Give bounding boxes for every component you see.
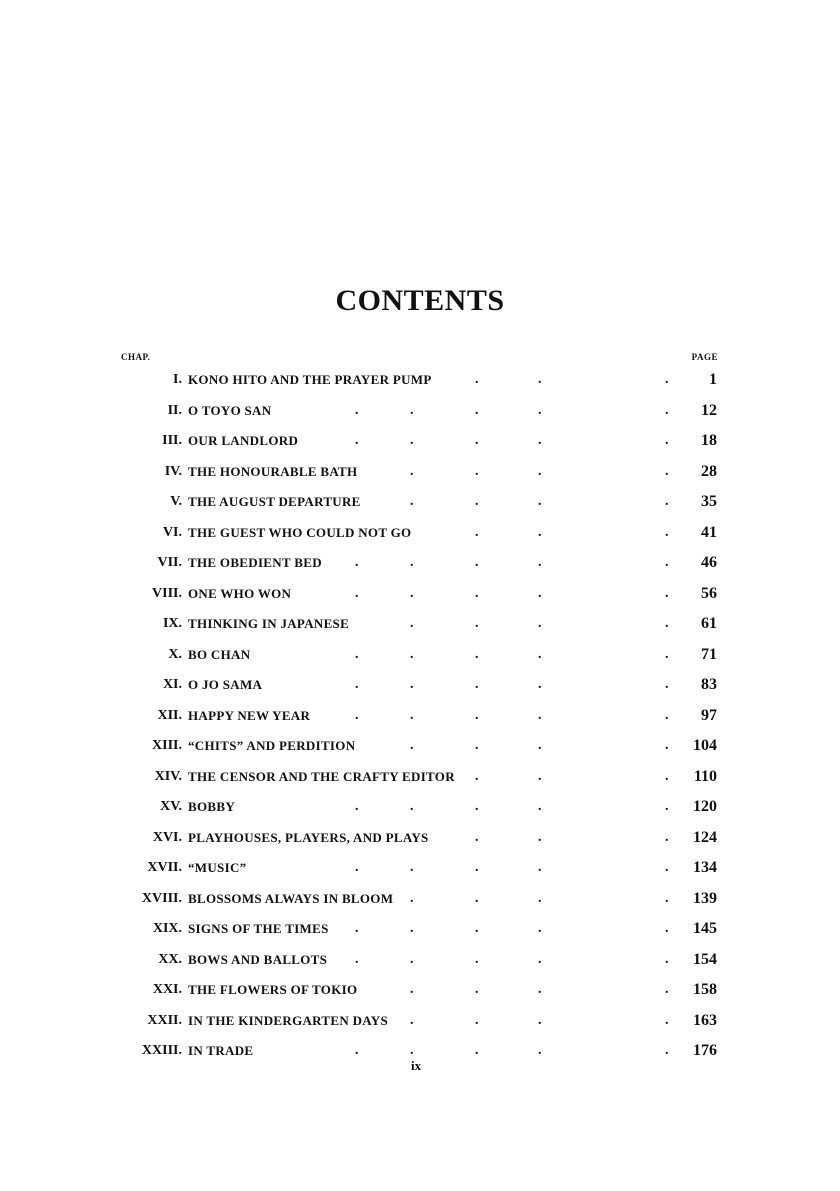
chapter-title: THE HONOURABLE BATH xyxy=(188,463,358,479)
leader-dot: . xyxy=(355,646,359,662)
chapter-number: I. xyxy=(173,372,182,387)
chapter-number: XVII. xyxy=(147,860,182,875)
leader-dot: . xyxy=(475,463,479,479)
leader-dot: . xyxy=(410,402,414,418)
leader-dot: . xyxy=(538,1043,542,1058)
leader-dot: . xyxy=(538,707,542,723)
leader-dot: . xyxy=(355,951,359,967)
leader-dot: . xyxy=(410,799,414,814)
leader-dot: . xyxy=(410,951,414,967)
table-of-contents xyxy=(0,366,840,1068)
leader-dot: . xyxy=(665,982,669,997)
chapter-number: XXII. xyxy=(147,1012,182,1028)
chapter-page-number: 110 xyxy=(693,767,717,785)
leader-dot: . xyxy=(355,707,359,723)
toc-entry xyxy=(0,641,840,672)
chapter-number: XVI. xyxy=(152,829,182,845)
chapter-page-number: 1 xyxy=(709,371,717,388)
leader-dot: . xyxy=(475,494,479,509)
leader-dot: . xyxy=(475,921,479,936)
leader-dot: . xyxy=(475,951,479,967)
chapter-number: XI. xyxy=(162,677,182,692)
leader-dot: . xyxy=(355,921,359,936)
chapter-page-number: 176 xyxy=(693,1042,717,1059)
chapter-page-number: 71 xyxy=(701,645,717,663)
leader-dot: . xyxy=(665,433,669,448)
leader-dot: . xyxy=(665,860,669,875)
leader-dot: . xyxy=(665,524,669,540)
leader-dot: . xyxy=(665,707,669,723)
leader-dot: . xyxy=(475,433,479,448)
leader-dot: . xyxy=(538,372,542,387)
chapter-page-number: 124 xyxy=(693,828,717,846)
leader-dot: . xyxy=(410,860,414,875)
chapter-page-number: 28 xyxy=(701,462,717,480)
chapter-page-number: 46 xyxy=(701,554,717,571)
leader-dot: . xyxy=(538,494,542,509)
leader-dot: . xyxy=(665,402,669,418)
leader-dot: . xyxy=(538,829,542,845)
leader-dot: . xyxy=(538,768,542,784)
leader-dot: . xyxy=(665,768,669,784)
toc-entry xyxy=(0,824,840,855)
chapter-page-number: 18 xyxy=(701,432,717,449)
leader-dot: . xyxy=(538,799,542,814)
chapter-page-number: 163 xyxy=(693,1011,717,1029)
chapter-page-number: 35 xyxy=(701,493,717,510)
leader-dot: . xyxy=(410,463,414,479)
chapter-page-number: 12 xyxy=(701,401,717,419)
leader-dot: . xyxy=(538,982,542,997)
leader-dot: . xyxy=(665,372,669,387)
leader-dot: . xyxy=(355,555,359,570)
chapter-title: THE CENSOR AND THE CRAFTY EDITOR xyxy=(188,768,455,784)
toc-entry xyxy=(0,397,840,428)
chapter-page-number: 56 xyxy=(701,584,717,602)
leader-dot: . xyxy=(355,860,359,875)
leader-dot: . xyxy=(475,585,479,601)
chapter-number: VI. xyxy=(162,524,182,540)
leader-dot: . xyxy=(665,677,669,692)
leader-dot: . xyxy=(475,890,479,906)
toc-entry xyxy=(0,610,840,641)
leader-dot: . xyxy=(410,982,414,997)
chapter-number: IV. xyxy=(164,463,182,479)
chapter-number: X. xyxy=(168,646,182,662)
leader-dot: . xyxy=(538,463,542,479)
leader-dot: . xyxy=(665,463,669,479)
chapter-page-number: 120 xyxy=(693,798,717,815)
page-title: CONTENTS xyxy=(335,284,505,317)
leader-dot: . xyxy=(538,1012,542,1028)
leader-dot: . xyxy=(665,616,669,631)
chapter-title: PLAYHOUSES, PLAYERS, AND PLAYS xyxy=(188,829,429,845)
chapter-number: III. xyxy=(162,433,182,448)
leader-dot: . xyxy=(355,433,359,448)
leader-dot: . xyxy=(538,951,542,967)
chapter-title: IN THE KINDERGARTEN DAYS xyxy=(188,1012,388,1028)
toc-entry xyxy=(0,1007,840,1038)
leader-dot: . xyxy=(538,585,542,601)
leader-dot: . xyxy=(410,707,414,723)
toc-entry xyxy=(0,580,840,611)
chapter-number: VII. xyxy=(157,555,182,570)
leader-dot: . xyxy=(538,677,542,692)
chapter-title: THE FLOWERS OF TOKIO xyxy=(188,982,358,997)
toc-entry xyxy=(0,793,840,824)
toc-entry xyxy=(0,366,840,397)
leader-dot: . xyxy=(665,951,669,967)
leader-dot: . xyxy=(475,768,479,784)
leader-dot: . xyxy=(475,616,479,631)
chapter-title: BOBBY xyxy=(188,799,236,814)
leader-dot: . xyxy=(475,677,479,692)
leader-dot: . xyxy=(665,1012,669,1028)
toc-entry xyxy=(0,458,840,489)
chapter-title: O TOYO SAN xyxy=(188,402,272,418)
leader-dot: . xyxy=(475,524,479,540)
leader-dot: . xyxy=(475,555,479,570)
leader-dot: . xyxy=(538,616,542,631)
leader-dot: . xyxy=(355,799,359,814)
chapter-page-number: 97 xyxy=(701,706,717,724)
leader-dot: . xyxy=(410,585,414,601)
chapter-number: VIII. xyxy=(152,585,182,601)
leader-dot: . xyxy=(665,646,669,662)
toc-entry xyxy=(0,519,840,550)
leader-dot: . xyxy=(538,738,542,753)
leader-dot: . xyxy=(475,1043,479,1058)
toc-entry xyxy=(0,427,840,458)
chapter-page-number: 61 xyxy=(701,615,717,632)
leader-dot: . xyxy=(665,799,669,814)
leader-dot: . xyxy=(475,860,479,875)
leader-dot: . xyxy=(475,738,479,753)
chapter-page-number: 41 xyxy=(701,523,717,541)
leader-dot: . xyxy=(410,738,414,753)
chapter-number: II. xyxy=(167,402,182,418)
chapter-number: XXIII. xyxy=(141,1043,182,1058)
chapter-column-header: CHAP. xyxy=(121,352,151,362)
leader-dot: . xyxy=(665,890,669,906)
page-folio: ix xyxy=(411,1058,422,1073)
toc-entry xyxy=(0,915,840,946)
chapter-title: KONO HITO AND THE PRAYER PUMP xyxy=(188,372,432,387)
chapter-title: THINKING IN JAPANESE xyxy=(188,616,350,631)
toc-entry xyxy=(0,488,840,519)
chapter-title: THE AUGUST DEPARTURE xyxy=(188,494,361,509)
leader-dot: . xyxy=(355,585,359,601)
leader-dot: . xyxy=(355,402,359,418)
chapter-number: XX. xyxy=(158,951,182,967)
chapter-page-number: 83 xyxy=(701,676,717,693)
chapter-number: XII. xyxy=(157,707,182,723)
chapter-page-number: 158 xyxy=(693,981,717,998)
leader-dot: . xyxy=(538,433,542,448)
leader-dot: . xyxy=(410,677,414,692)
chapter-title: HAPPY NEW YEAR xyxy=(188,707,311,723)
leader-dot: . xyxy=(665,738,669,753)
toc-entry xyxy=(0,671,840,702)
leader-dot: . xyxy=(665,1043,669,1058)
leader-dot: . xyxy=(665,829,669,845)
leader-dot: . xyxy=(410,890,414,906)
chapter-title: “CHITS” AND PERDITION xyxy=(188,738,356,753)
page-column-header: PAGE xyxy=(691,352,718,362)
toc-entry xyxy=(0,885,840,916)
leader-dot: . xyxy=(538,402,542,418)
chapter-title: “MUSIC” xyxy=(188,860,247,875)
chapter-title: THE OBEDIENT BED xyxy=(188,555,322,570)
chapter-number: XV. xyxy=(160,799,182,814)
leader-dot: . xyxy=(665,494,669,509)
leader-dot: . xyxy=(665,555,669,570)
chapter-title: BLOSSOMS ALWAYS IN BLOOM xyxy=(188,890,394,906)
leader-dot: . xyxy=(475,402,479,418)
leader-dot: . xyxy=(538,555,542,570)
leader-dot: . xyxy=(475,829,479,845)
leader-dot: . xyxy=(355,1043,359,1058)
chapter-title: SIGNS OF THE TIMES xyxy=(188,921,329,936)
leader-dot: . xyxy=(410,555,414,570)
leader-dot: . xyxy=(475,982,479,997)
toc-entry xyxy=(0,946,840,977)
chapter-number: XIV. xyxy=(154,768,182,784)
leader-dot: . xyxy=(410,1043,414,1058)
chapter-page-number: 104 xyxy=(693,737,717,754)
leader-dot: . xyxy=(538,921,542,936)
leader-dot: . xyxy=(475,799,479,814)
toc-entry xyxy=(0,763,840,794)
toc-entry xyxy=(0,976,840,1007)
chapter-title: O JO SAMA xyxy=(188,677,263,692)
chapter-title: IN TRADE xyxy=(188,1043,254,1058)
leader-dot: . xyxy=(538,890,542,906)
toc-entry xyxy=(0,549,840,580)
leader-dot: . xyxy=(410,921,414,936)
chapter-number: XXI. xyxy=(152,982,182,997)
chapter-page-number: 154 xyxy=(693,950,717,968)
leader-dot: . xyxy=(475,372,479,387)
chapter-number: V. xyxy=(170,494,182,509)
chapter-page-number: 139 xyxy=(693,889,717,907)
toc-entry xyxy=(0,702,840,733)
leader-dot: . xyxy=(410,646,414,662)
leader-dot: . xyxy=(410,433,414,448)
toc-entry xyxy=(0,732,840,763)
leader-dot: . xyxy=(410,616,414,631)
chapter-number: XIX. xyxy=(152,921,182,936)
chapter-page-number: 134 xyxy=(693,859,717,876)
leader-dot: . xyxy=(410,1012,414,1028)
leader-dot: . xyxy=(355,677,359,692)
leader-dot: . xyxy=(665,585,669,601)
chapter-title: OUR LANDLORD xyxy=(188,433,299,448)
leader-dot: . xyxy=(475,646,479,662)
chapter-title: BO CHAN xyxy=(188,646,251,662)
chapter-title: THE GUEST WHO COULD NOT GO xyxy=(188,524,412,540)
leader-dot: . xyxy=(538,524,542,540)
leader-dot: . xyxy=(475,1012,479,1028)
leader-dot: . xyxy=(538,860,542,875)
chapter-title: ONE WHO WON xyxy=(188,585,292,601)
leader-dot: . xyxy=(538,646,542,662)
chapter-page-number: 145 xyxy=(693,920,717,937)
chapter-title: BOWS AND BALLOTS xyxy=(188,951,328,967)
chapter-number: XIII. xyxy=(152,738,182,753)
leader-dot: . xyxy=(665,921,669,936)
leader-dot: . xyxy=(410,494,414,509)
chapter-number: XVIII. xyxy=(141,890,182,906)
toc-entry xyxy=(0,854,840,885)
leader-dot: . xyxy=(475,707,479,723)
chapter-number: IX. xyxy=(162,616,182,631)
